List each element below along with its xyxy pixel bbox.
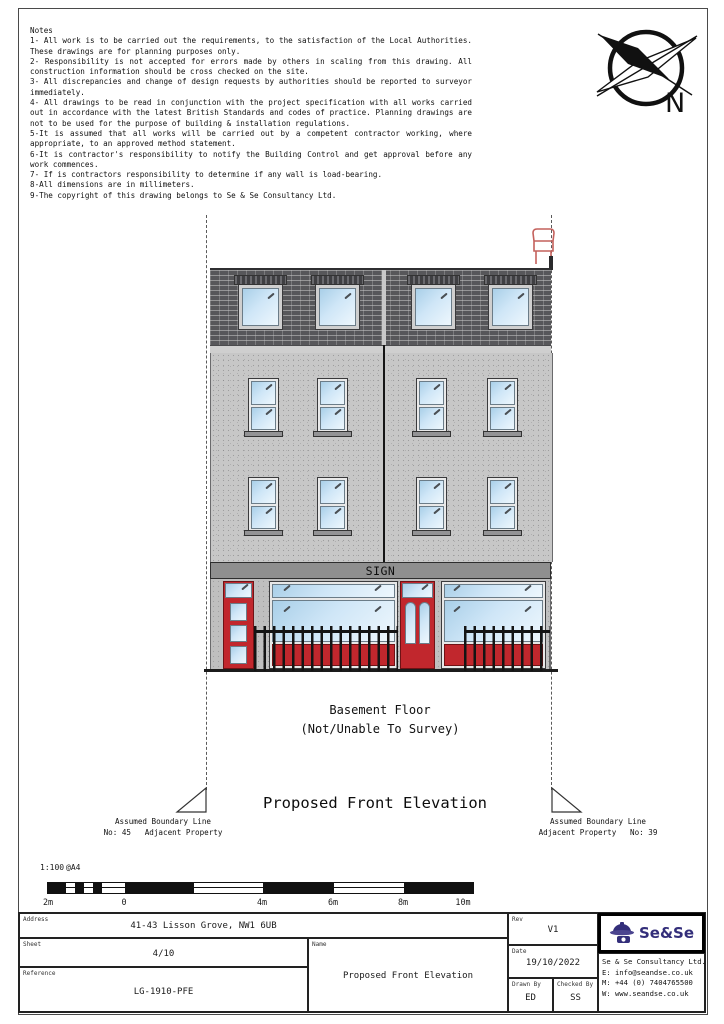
window [488,284,533,330]
note-item: 7- If is contractors responsibility to determine if any wall is load-bearing. [30,170,383,180]
basement-note [230,701,530,739]
shop-door-left [223,581,254,669]
reference-cell: Reference LG-1910-PFE [19,967,308,1012]
note-item: 5-It is assumed that all works will be carried out by a competent contractor working, where appropriate, to an approved method statement. [30,128,472,149]
scale-bar-graphic [47,882,474,894]
checked-by-value: SS [570,993,581,1004]
company-name: Se & Se Consultancy Ltd. [602,957,706,966]
north-compass-icon [593,22,708,122]
title-block [18,912,706,1013]
brick-party-joint [382,270,386,345]
scale-tick: 0 [121,897,127,907]
note-item: 9-The copyright of this drawing belongs to Se & Se Consultancy Ltd. [30,190,337,200]
sash-window [416,477,447,532]
sheet-value: 4/10 [152,949,175,960]
window [315,284,360,330]
sash-window [317,477,348,532]
sash-window [248,378,279,433]
sash-window [248,477,279,532]
boundary-label-left: Assumed Boundary Line No: 45 Adjacent Property [103,817,223,837]
note-item: 4- All drawings to be read in conjunction with the project specification with all works carried out in accordance with the latest British Standards and codes of practice. Planning drawings are not to be used for the purpose of building & installation regulations. [30,98,472,128]
address-cell: Address 41-43 Lisson Grove, NW1 6UB [19,913,508,938]
sash-window [317,378,348,433]
company-info [598,953,705,1012]
note-item: 1- All work is to be carried out the requirements, to the satisfaction of the Local Authorities. These drawings are for planning purposes only. [30,36,472,56]
note-item: 6-It is contractor's responsibility to notify the Building Control and get approval before any work commences. [30,149,472,169]
scale-paper-size: @A4 [66,863,81,872]
boundary-label-right: Assumed Boundary Line Adjacent Property No: 39 [538,817,658,837]
company-email: E: info@seandse.co.uk [602,967,693,977]
logo-text: Se&Se [638,924,695,942]
date-cell: Date 19/10/2022 [508,945,598,978]
shop-door-centre [400,581,435,669]
checked-by-cell: Checked By SS [553,978,598,1012]
sign-text: SIGN [365,563,396,578]
basement-line2: (Not/Unable To Survey) [300,722,460,736]
company-web: W: www.seandse.co.uk [602,988,689,998]
north-label: N [665,88,686,119]
scale-tick: 8m [397,897,409,907]
sheet-cell: Sheet 4/10 [19,938,308,967]
scale-tick: 4m [256,897,268,907]
railings-left [254,626,398,671]
hard-hat-icon [609,921,635,945]
notes-block [30,26,472,201]
chimney-pot [524,222,564,270]
boundary-marker-right [550,785,585,815]
shop-sign-band [210,562,551,579]
basement-line1: Basement Floor [329,703,431,717]
scale-tick: 2m [42,897,54,907]
date-value: 19/10/2022 [525,957,581,968]
name-cell: Name Proposed Front Elevation [308,938,508,1012]
boundary-line-left [206,215,207,790]
sash-window [416,378,447,433]
rev-cell: Rev V1 [508,913,598,945]
company-logo [598,913,705,953]
scale-tick: 10m [455,897,471,907]
company-mobile: M: +44 (0) 7404765500 [602,978,693,987]
window [238,284,283,330]
scale-bar [40,863,486,911]
rev-value: V1 [547,924,559,935]
drawn-by-cell: Drawn By ED [508,978,553,1012]
scale-tick: 6m [327,897,339,907]
note-item: 2- Responsibility is not accepted for errors made by others in scaling from this drawing. All construction information should be cross checked on the site. [30,56,472,77]
drawn-by-value: ED [525,993,536,1004]
address-value: 41-43 Lisson Grove, NW1 6UB [130,921,277,932]
railings-right [464,626,550,671]
note-item: 3- All discrepancies and change of design requests by authorities should be reported to surveyor immediately. [30,77,472,97]
notes-title: Notes [30,26,53,35]
reference-value: LG-1910-PFE [133,987,194,998]
window [411,284,456,330]
boundary-marker-left [174,785,209,815]
drawing-title: Proposed Front Elevation [263,794,487,812]
note-item: 8-All dimensions are in millimeters. [30,180,195,190]
shopfront [210,579,551,671]
sash-window [487,477,518,532]
party-wall-line [383,345,385,562]
sash-window [487,378,518,433]
scale-ratio: 1:100 [40,863,65,872]
name-value: Proposed Front Elevation [342,971,474,982]
